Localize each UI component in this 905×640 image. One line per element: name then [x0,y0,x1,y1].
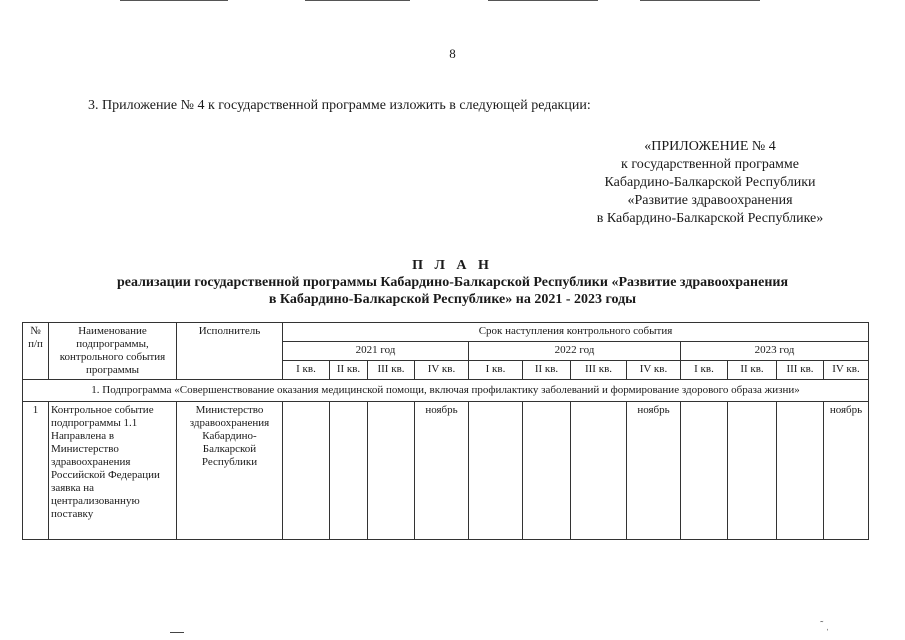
row-quarter-cell [571,402,627,540]
page-number: 8 [449,46,456,61]
header-year: 2022 год [469,342,681,361]
header-executor: Исполнитель [177,323,283,380]
header-deadline: Срок наступления контрольного события [283,323,869,342]
row-quarter-cell [681,402,728,540]
header-quarter: IV кв. [415,361,469,380]
top-rule [120,0,228,1]
top-rule [305,0,410,1]
top-rule [640,0,760,1]
row-executor: Министерство здравоохранения Кабардино-Балкарской Республики [177,402,283,540]
header-quarter: II кв. [523,361,571,380]
row-quarter-cell [728,402,777,540]
row-quarter-cell [469,402,523,540]
top-rule [488,0,598,1]
header-quarter: I кв. [681,361,728,380]
appendix-line: в Кабардино-Балкарской Республике» [596,211,824,226]
plan-subtitle: реализации государственной программы Кабардино-Балкарской Республики «Развитие здравоохранения [116,275,789,290]
section-row: 1. Подпрограмма «Совершенствование оказания медицинской помощи, включая профилактику заболеваний и формирование здорового образа жизни» [23,380,869,402]
scan-mark [170,632,184,633]
appendix-line: к государственной программе [621,157,799,172]
header-quarter: I кв. [283,361,330,380]
row-quarter-cell: ноябрь [627,402,681,540]
row-quarter-cell [777,402,824,540]
row-quarter-cell: ноябрь [824,402,869,540]
header-year: 2021 год [283,342,469,361]
header-quarter: III кв. [368,361,415,380]
plan-table [22,322,869,540]
row-quarter-cell [368,402,415,540]
row-quarter-cell: ноябрь [415,402,469,540]
header-year: 2023 год [681,342,869,361]
plan-heading [0,257,905,308]
intro-paragraph: 3. Приложение № 4 к государственной программе изложить в следующей редакции: [88,98,591,113]
appendix-line: Кабардино-Балкарской Республики [604,175,816,190]
corner-marks: ˜ ˌ [820,620,830,631]
header-quarter: III кв. [777,361,824,380]
appendix-line: «Развитие здравоохранения [627,193,793,208]
header-quarter: III кв. [571,361,627,380]
plan-title: П Л А Н [412,258,493,273]
row-quarter-cell [523,402,571,540]
row-quarter-cell [330,402,368,540]
header-quarter: II кв. [330,361,368,380]
appendix-header [560,138,860,228]
header-quarter: I кв. [469,361,523,380]
plan-subtitle: в Кабардино-Балкарской Республике» на 2021 - 2023 годы [268,292,637,307]
header-quarter: II кв. [728,361,777,380]
row-quarter-cell [283,402,330,540]
row-num: 1 [23,402,49,540]
table-row [23,402,869,540]
header-quarter: IV кв. [824,361,869,380]
appendix-line: «ПРИЛОЖЕНИЕ № 4 [644,139,776,154]
header-quarter: IV кв. [627,361,681,380]
row-name: Контрольное событие подпрограммы 1.1 Направлена в Министерство здравоохранения Российской Федерации заявка на централизованную поставку [49,402,177,540]
header-name: Наименование подпрограммы, контрольного события программы [49,323,177,380]
header-num: № п/п [23,323,49,380]
